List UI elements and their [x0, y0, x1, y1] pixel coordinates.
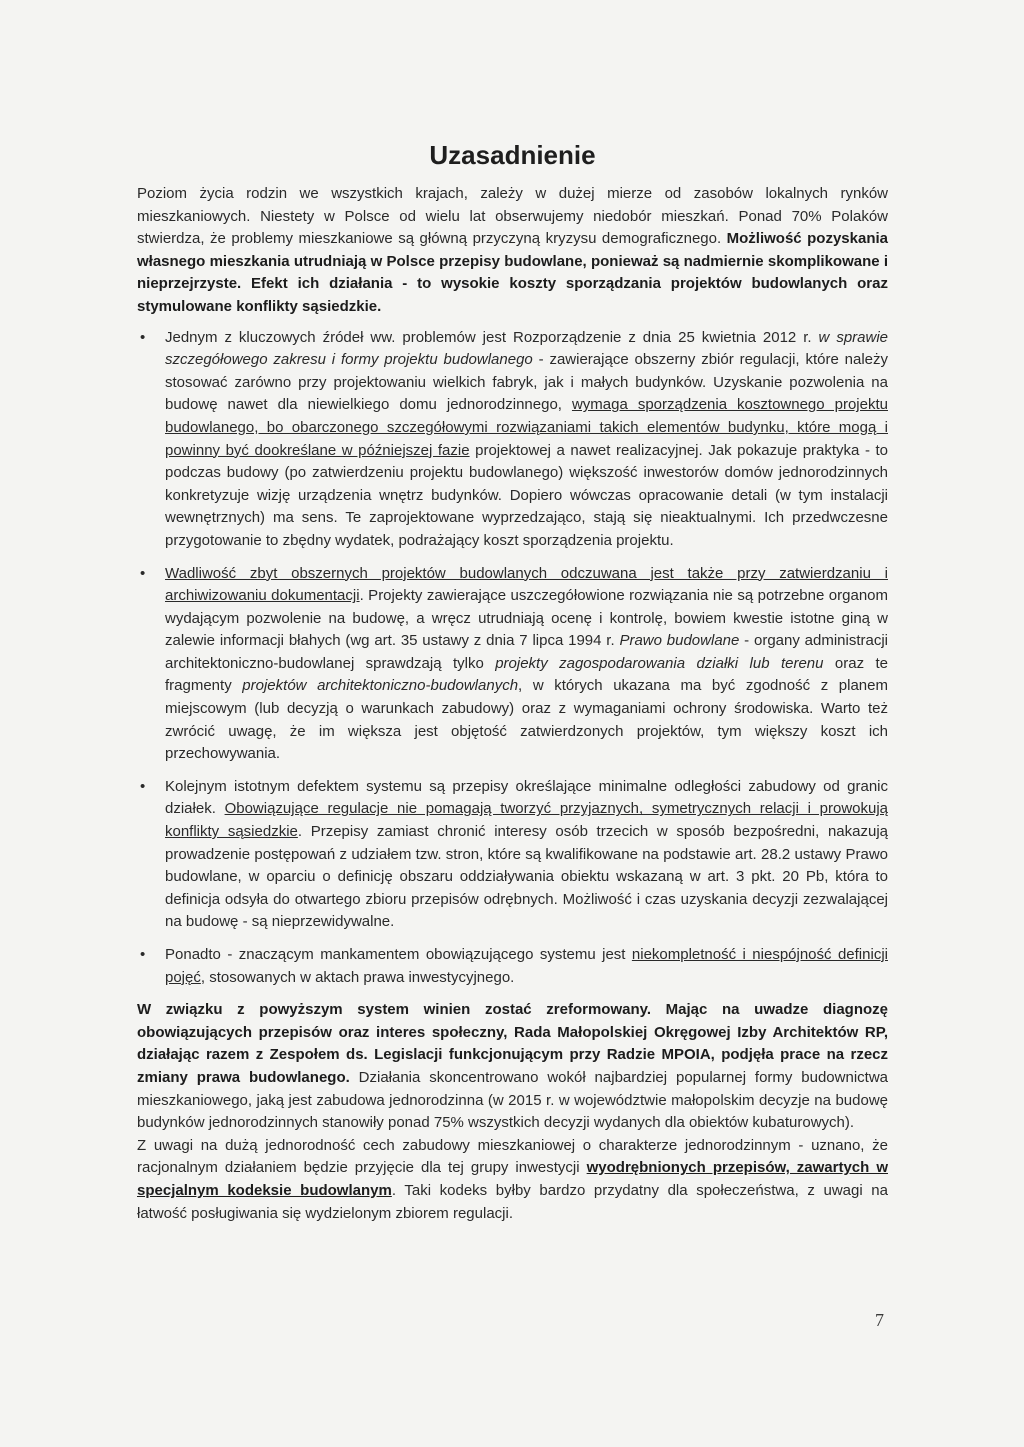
conclusion-text: . Taki kodeks byłby bardzo przydatny dla społeczeństwa, z uwagi na łatwość posługiwania się wydzielonym zbiorem regulacji.	[137, 1181, 888, 1222]
list-item-text: Kolejnym istotnym defektem systemu są przepisy określające minimalne odległości zabudowy od granic działek.	[165, 777, 888, 818]
list-item-text: . Projekty zawierające uszczegółowione rozwiązania nie są potrzebne organom wydającym pozwolenie na budowę, a wręcz utrudniają ocenę i kontrolę, bowiem kwestie istotne giną w zalewie informacji błahych (wg art. 35 ustawy z dnia 7 lipca 1994 r.	[165, 587, 888, 650]
list-item-italic: Prawo budowlane	[619, 632, 740, 650]
list-item-text: , w których ukazana ma być zgodność z planem miejscowym (lub decyzją o warunkach zabudowy) oraz z wymaganiami ochrony środowiska. Warto też zwrócić uwagę, że im większa jest objętość zatwierdzonych projektów, tym większy koszt ich przechowywania.	[165, 677, 888, 763]
intro-paragraph	[137, 183, 888, 319]
list-item-underlined: wymaga sporządzenia kosztownego projektu budowlanego, bo obarczonego szczegółowymi rozwiązaniami takich elementów budynku, które mogą i powinny być dookreślane w późniejszej fazie	[165, 396, 888, 459]
list-item-text: - organy administracji architektoniczno-budowlanej sprawdzają tylko	[165, 632, 889, 672]
list-item-underlined: Wadliwość zbyt obszernych projektów budowlanych odczuwana jest także przy zatwierdzaniu i archiwizowaniu dokumentacji	[165, 564, 888, 605]
list-item-italic: projekty zagospodarowania działki lub terenu	[495, 654, 824, 672]
list-item-italic: w sprawie szczegółowego zakresu i formy projektu budowlanego	[165, 328, 889, 369]
list-item-text: oraz te fragmenty	[165, 654, 888, 695]
list-item-text: Ponadto - znaczącym mankamentem obowiązującego systemu jest	[165, 946, 632, 963]
bullet-icon: •	[140, 946, 146, 963]
conclusion-bold-underlined: wyodrębnionych przepisów, zawartych w specjalnym kodeksie budowlanym	[137, 1159, 888, 1199]
list-item	[137, 327, 888, 553]
conclusion-bold-text: W związku z powyższym system winien zostać zreformowany. Mając na uwadze diagnozę obowiązujących przepisów oraz interes społeczny, Rada Małopolskiej Okręgowej Izby Architektów RP, działając razem z Zespołem ds. Legislacji funkcjonującym przy Radzie MPOIA, podjęła prace na rzecz zmiany prawa budowlanego.	[137, 1001, 888, 1086]
list-item-text: projektowej a nawet realizacyjnej. Jak pokazuje praktyka - to podczas budowy (po zatwierdzeniu projektu budowlanego) większość inwestorów domów jednorodzinnych konkretyzuje wizję urządzenia wnętrz budynków. Dopiero wówczas opracowanie detali (w tym instalacji wewnętrznych) ma sens. Te zaprojektowane wyprzedzająco, stają się nieaktualnymi. Ich przedwczesne przygotowanie to zbędny wydatek, podrażający koszt sporządzenia projektu.	[165, 441, 888, 549]
conclusion-text: Z uwagi na dużą jednorodność cech zabudowy mieszkaniowej o charakterze jednorodzinnym - uznano, że racjonalnym działaniem będzie przyjęcie dla tej grupy inwestycji	[137, 1136, 888, 1177]
list-item	[137, 563, 888, 766]
bullet-icon: •	[140, 777, 146, 795]
intro-bold-text: Możliwość pozyskania własnego mieszkania utrudniają w Polsce przepisy budowlane, ponieważ są nadmiernie skomplikowane i nieprzejrzyste. Efekt ich działania - to wysokie koszty sporządzania projektów budowlanych oraz stymulowane konflikty sąsiedzkie.	[137, 230, 888, 315]
list-item-text: , stosowanych w aktach prawa inwestycyjnego.	[200, 968, 515, 986]
list-item-underlined: Obowiązujące regulacje nie pomagają tworzyć przyjaznych, symetrycznych relacji i prowokują konflikty sąsiedzkie	[165, 800, 889, 841]
list-item-underlined: niekompletność i niespójność definicji pojęć	[165, 946, 888, 986]
conclusion-paragraph-2	[137, 1135, 888, 1225]
intro-text: Poziom życia rodzin we wszystkich krajach, zależy w dużej mierze od zasobów lokalnych rynków mieszkaniowych. Niestety w Polsce od wielu lat obserwujemy niedobór mieszkań. Ponad 70% Polaków stwierdza, że problemy mieszkaniowe są główną przyczyną kryzysu demograficznego.	[137, 185, 888, 248]
list-item	[137, 944, 888, 989]
bullet-icon: •	[140, 564, 146, 582]
problem-list	[137, 327, 888, 990]
conclusion-text: Działania skoncentrowano wokół najbardziej popularnej formy budownictwa mieszkaniowego, jaką jest zabudowa jednorodzinna (w 2015 r. w województwie małopolskim decyzje na budowę budynków jednorodzinnych stanowiły ponad 75% wszystkich decyzji wydanych dla obiektów kubaturowych).	[137, 1068, 888, 1132]
list-item-text: - zawierające obszerny zbiór regulacji, które należy stosować zarówno przy projektowaniu wielkich fabryk, jak i małych budynków. Uzyskanie pozwolenia na budowę nawet dla niewielkiego domu jednorodzinnego,	[165, 351, 888, 414]
conclusion-paragraph	[137, 999, 888, 1135]
list-item-text: . Przepisy zamiast chronić interesy osób trzecich w sposób bezpośredni, nakazują prowadzenie postępowań z udziałem tzw. stron, które są kwalifikowane na podstawie art. 28.2 ustawy Prawo budowlane, w oparciu o definicję obszaru oddziaływania obiektu wskazaną w art. 3 pkt. 20 Pb, która to definicja odsyła do otwartego zbioru przepisów odrębnych. Możliwość i czas uzyskania decyzji zezwalającej na budowę - są nieprzewidywalne.	[165, 823, 888, 931]
page-number: 7	[875, 1310, 884, 1330]
list-item	[137, 776, 888, 934]
list-item-italic: projektów architektoniczno-budowlanych	[242, 677, 519, 695]
page-title: Uzasadnienie	[429, 140, 596, 170]
list-item-text: Jednym z kluczowych źródeł ww. problemów jest Rozporządzenie z dnia 25 kwietnia 2012 r.	[165, 328, 819, 346]
bullet-icon: •	[140, 328, 146, 346]
